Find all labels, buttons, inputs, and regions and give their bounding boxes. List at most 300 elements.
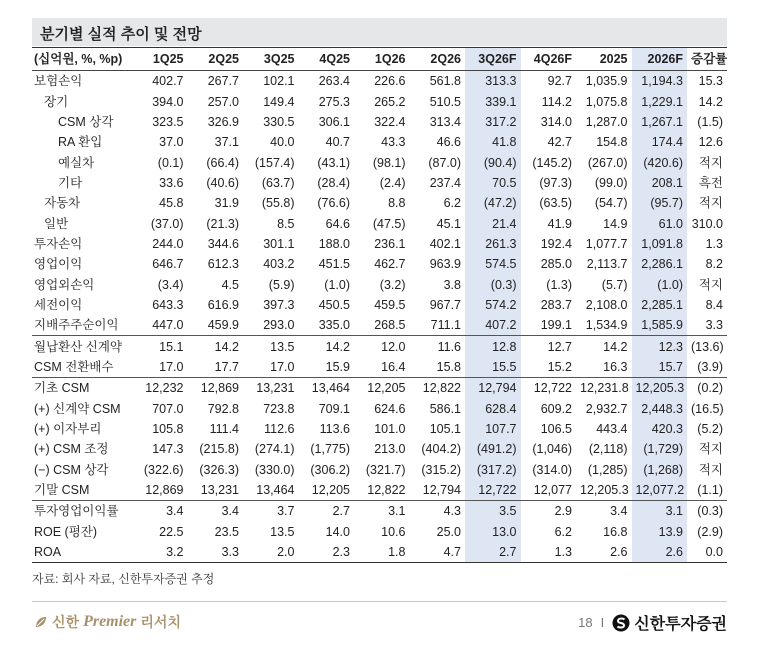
table-cell: 92.7 bbox=[547, 74, 572, 89]
table-cell: 106.5 bbox=[540, 422, 572, 437]
table-cell: 105.8 bbox=[152, 422, 184, 437]
table-row bbox=[32, 439, 727, 459]
table-row bbox=[32, 254, 727, 274]
table-cell: 293.0 bbox=[263, 318, 295, 333]
table-cell: 15.1 bbox=[132, 336, 188, 357]
table-cell: (0.1) bbox=[157, 155, 184, 170]
table-cell: (2.4) bbox=[379, 175, 406, 190]
table-cell: 12,077.2 bbox=[632, 480, 688, 501]
table-cell: 12.3 bbox=[632, 336, 688, 357]
table-cell: (1,285) bbox=[587, 462, 628, 477]
table-cell: 628.4 bbox=[465, 399, 521, 419]
table-cell: 46.6 bbox=[436, 135, 461, 150]
table-cell: 447.0 bbox=[152, 318, 184, 333]
title-bar bbox=[32, 18, 727, 46]
table-cell: 257.0 bbox=[207, 94, 239, 109]
column-header: 3Q25 bbox=[243, 48, 299, 71]
table-cell: 15.3 bbox=[698, 74, 723, 89]
table-cell: 208.1 bbox=[632, 173, 688, 193]
table-cell: 420.3 bbox=[632, 419, 688, 439]
table-cell: 2,286.1 bbox=[632, 254, 688, 274]
table-cell: (314.0) bbox=[532, 462, 572, 477]
table-cell: 1.3 bbox=[521, 542, 577, 563]
table-cell: 2,108.0 bbox=[585, 297, 628, 312]
table-cell: (3.4) bbox=[157, 277, 184, 292]
table-cell: 4.5 bbox=[221, 277, 239, 292]
row-label: 기타 bbox=[58, 175, 83, 190]
table-cell: 15.8 bbox=[436, 359, 461, 374]
table-cell: (16.5) bbox=[691, 401, 724, 416]
table-cell: 42.7 bbox=[547, 135, 572, 150]
footer-brand-research: 리서치 bbox=[140, 614, 181, 630]
table-cell: 8.2 bbox=[705, 257, 723, 272]
table-cell: 14.0 bbox=[325, 524, 350, 539]
table-cell: 12,232 bbox=[132, 378, 188, 399]
row-label: 세전이익 bbox=[34, 297, 83, 312]
footer-brand-right bbox=[612, 611, 727, 634]
table-cell: 12.8 bbox=[465, 336, 521, 357]
table-cell: (0.2) bbox=[687, 378, 727, 399]
table-cell: 107.7 bbox=[465, 419, 521, 439]
table-cell: (28.4) bbox=[317, 175, 350, 190]
row-label: (+) 신계약 CSM bbox=[34, 401, 121, 416]
table-cell: 적지 bbox=[698, 462, 723, 477]
table-cell: (330.0) bbox=[254, 462, 295, 477]
footer-divider bbox=[32, 601, 727, 602]
table-cell: 13,231 bbox=[243, 378, 299, 399]
row-label: 월납환산 신계약 bbox=[32, 336, 132, 357]
row-label: ROE (평잔) bbox=[34, 524, 98, 539]
table-cell: (43.1) bbox=[317, 155, 350, 170]
table-cell: 237.4 bbox=[429, 175, 461, 190]
table-cell: 17.0 bbox=[159, 359, 184, 374]
table-cell: 459.9 bbox=[207, 318, 239, 333]
table-cell: 612.3 bbox=[207, 257, 239, 272]
table-row bbox=[32, 274, 727, 294]
table-cell: (55.8) bbox=[261, 196, 295, 211]
table-cell: 40.7 bbox=[325, 135, 350, 150]
table-cell: 339.1 bbox=[465, 91, 521, 111]
table-cell: 13,464 bbox=[299, 378, 355, 399]
table-cell: 1,585.9 bbox=[632, 315, 688, 336]
table-cell: 64.6 bbox=[325, 216, 350, 231]
page-title: 분기별 실적 추이 및 전망 bbox=[40, 26, 202, 43]
table-cell: 3.5 bbox=[465, 501, 521, 522]
row-label: 기말 CSM bbox=[34, 483, 90, 498]
table-row bbox=[32, 378, 727, 399]
table-cell: (317.2) bbox=[465, 460, 521, 480]
table-cell: 11.6 bbox=[410, 336, 466, 357]
table-cell: (40.6) bbox=[206, 175, 239, 190]
table-cell: 12,205 bbox=[354, 378, 410, 399]
table-cell: 37.0 bbox=[159, 135, 184, 150]
table-row bbox=[32, 234, 727, 254]
table-cell: 2,448.3 bbox=[632, 399, 688, 419]
table-cell: 283.7 bbox=[540, 297, 572, 312]
table-cell: 13,464 bbox=[256, 483, 295, 498]
table-body bbox=[32, 71, 727, 563]
table-cell: 12.6 bbox=[698, 135, 723, 150]
table-cell: 14.2 bbox=[698, 94, 723, 109]
table-cell: 3.1 bbox=[354, 501, 410, 522]
table-cell: 310.0 bbox=[691, 216, 723, 231]
table-cell: 12,205.3 bbox=[632, 378, 688, 399]
table-cell: 17.7 bbox=[214, 359, 239, 374]
table-cell: 25.0 bbox=[436, 524, 461, 539]
table-cell: (404.2) bbox=[421, 442, 461, 457]
table-row bbox=[32, 336, 727, 357]
table-cell: 22.5 bbox=[159, 524, 184, 539]
table-cell: 2,932.7 bbox=[585, 401, 628, 416]
table-row bbox=[32, 152, 727, 172]
table-cell: 12,205.3 bbox=[580, 483, 629, 498]
table-cell: 10.6 bbox=[381, 524, 406, 539]
table-cell: 213.0 bbox=[374, 442, 406, 457]
table-cell: 226.6 bbox=[374, 74, 406, 89]
table-cell: 4.3 bbox=[410, 501, 466, 522]
row-label: ROA bbox=[32, 542, 132, 563]
footer-brand-shinhan: 신한 bbox=[52, 614, 80, 630]
table-cell: 963.9 bbox=[429, 257, 461, 272]
column-header: 2025 bbox=[576, 48, 632, 71]
table-cell: 244.0 bbox=[152, 236, 184, 251]
table-cell: 40.0 bbox=[270, 135, 295, 150]
table-cell: 12,869 bbox=[188, 378, 244, 399]
table-row bbox=[32, 501, 727, 522]
table-cell: 2.7 bbox=[299, 501, 355, 522]
table-cell: 45.8 bbox=[159, 196, 184, 211]
table-cell: 12,794 bbox=[422, 483, 461, 498]
table-cell: 2.9 bbox=[521, 501, 577, 522]
table-cell: 43.3 bbox=[381, 135, 406, 150]
table-cell: 199.1 bbox=[540, 318, 572, 333]
table-cell: (157.4) bbox=[254, 155, 295, 170]
table-row bbox=[32, 419, 727, 439]
table-cell: (54.7) bbox=[594, 196, 628, 211]
table-cell: 174.4 bbox=[632, 132, 688, 152]
table-cell: 2.6 bbox=[576, 542, 632, 563]
table-cell: (37.0) bbox=[150, 216, 184, 231]
footer-brand-left bbox=[34, 612, 181, 632]
table-row bbox=[32, 315, 727, 336]
table-cell: 646.7 bbox=[152, 257, 184, 272]
table-cell: 609.2 bbox=[540, 401, 572, 416]
row-label: (−) CSM 상각 bbox=[34, 462, 109, 477]
table-row bbox=[32, 91, 727, 111]
table-cell: 317.2 bbox=[465, 112, 521, 132]
table-cell: (5.2) bbox=[697, 422, 723, 437]
table-cell: 적지 bbox=[698, 442, 723, 457]
table-cell: 616.9 bbox=[207, 297, 239, 312]
table-cell: 2.6 bbox=[632, 542, 688, 563]
table-cell: (1,046) bbox=[532, 442, 572, 457]
row-label: 투자손익 bbox=[34, 236, 83, 251]
column-header: 3Q26F bbox=[465, 48, 521, 71]
table-cell: 3.3 bbox=[705, 318, 723, 333]
table-cell: 149.4 bbox=[263, 94, 295, 109]
table-cell: (13.6) bbox=[687, 336, 727, 357]
table-cell: 61.0 bbox=[632, 213, 688, 233]
table-cell: 12,231.8 bbox=[576, 378, 632, 399]
table-cell: 313.4 bbox=[429, 114, 461, 129]
table-cell: 6.2 bbox=[443, 196, 461, 211]
table-cell: 1,194.3 bbox=[632, 71, 688, 92]
table-cell: 407.2 bbox=[465, 315, 521, 336]
page-number: 18 bbox=[578, 615, 593, 630]
table-cell: 12,077 bbox=[533, 483, 572, 498]
table-cell: 402.1 bbox=[429, 236, 461, 251]
table-cell: 15.5 bbox=[465, 357, 521, 378]
table-cell: 14.9 bbox=[603, 216, 628, 231]
table-cell: 23.5 bbox=[214, 524, 239, 539]
table-cell: (47.2) bbox=[465, 193, 521, 213]
table-row bbox=[32, 480, 727, 501]
table-cell: (1.3) bbox=[546, 277, 572, 292]
table-cell: (1.5) bbox=[697, 114, 723, 129]
table-cell: 14.2 bbox=[576, 336, 632, 357]
table-cell: (1.1) bbox=[697, 483, 723, 498]
table-cell: 3.4 bbox=[188, 501, 244, 522]
table-cell: 462.7 bbox=[374, 257, 406, 272]
shinhan-logo-icon bbox=[612, 614, 630, 632]
table-cell: 12,722 bbox=[521, 378, 577, 399]
table-cell: 268.5 bbox=[374, 318, 406, 333]
table-row bbox=[32, 399, 727, 419]
table-cell: 12,794 bbox=[465, 378, 521, 399]
table-row bbox=[32, 357, 727, 378]
table-cell: 707.0 bbox=[152, 401, 184, 416]
table-cell: 403.2 bbox=[263, 257, 295, 272]
table-cell: 1,267.1 bbox=[632, 112, 688, 132]
table-cell: (1.0) bbox=[324, 277, 350, 292]
row-label: (+) 이자부리 bbox=[34, 422, 102, 437]
column-header: 2026F bbox=[632, 48, 688, 71]
table-cell: (315.2) bbox=[421, 462, 461, 477]
table-cell: 2.7 bbox=[465, 542, 521, 563]
table-cell: 723.8 bbox=[263, 401, 295, 416]
footer-brand-name: 신한투자증권 bbox=[634, 616, 727, 633]
table-cell: 1,091.8 bbox=[632, 234, 688, 254]
table-cell: 2,285.1 bbox=[632, 295, 688, 315]
table-row bbox=[32, 542, 727, 563]
column-header: 2Q25 bbox=[188, 48, 244, 71]
table-cell: 967.7 bbox=[429, 297, 461, 312]
table-cell: 12,205 bbox=[311, 483, 350, 498]
table-cell: (63.7) bbox=[261, 175, 295, 190]
table-cell: (274.1) bbox=[254, 442, 295, 457]
table-cell: 188.0 bbox=[318, 236, 350, 251]
row-label: 투자영업이익률 bbox=[32, 501, 132, 522]
table-cell: 12,722 bbox=[465, 480, 521, 501]
table-cell: 792.8 bbox=[207, 401, 239, 416]
table-cell: 6.2 bbox=[554, 524, 572, 539]
table-cell: 335.0 bbox=[318, 318, 350, 333]
table-cell: (63.5) bbox=[539, 196, 572, 211]
row-label: 예실차 bbox=[58, 155, 95, 170]
footer-separator: I bbox=[600, 615, 605, 630]
table-cell: 263.4 bbox=[318, 74, 350, 89]
table-cell: 3.4 bbox=[576, 501, 632, 522]
table-cell: 1,534.9 bbox=[585, 318, 628, 333]
table-cell: 1.8 bbox=[354, 542, 410, 563]
table-cell: 3.3 bbox=[188, 542, 244, 563]
row-label: 기초 CSM bbox=[32, 378, 132, 399]
table-cell: 574.5 bbox=[465, 254, 521, 274]
table-cell: 443.4 bbox=[596, 422, 628, 437]
table-cell: 275.3 bbox=[318, 94, 350, 109]
table-cell: (47.5) bbox=[372, 216, 406, 231]
table-cell: (3.9) bbox=[697, 359, 723, 374]
table-cell: 45.1 bbox=[436, 216, 461, 231]
table-cell: 15.7 bbox=[632, 357, 688, 378]
table-cell: 3.4 bbox=[132, 501, 188, 522]
table-cell: 1,287.0 bbox=[585, 114, 628, 129]
table-cell: 105.1 bbox=[429, 422, 461, 437]
table-cell: 459.5 bbox=[374, 297, 406, 312]
table-cell: 37.1 bbox=[214, 135, 239, 150]
table-cell: 3.7 bbox=[243, 501, 299, 522]
table-cell: (420.6) bbox=[632, 152, 688, 172]
table-cell: (322.6) bbox=[143, 462, 184, 477]
row-label: (+) CSM 조정 bbox=[34, 442, 109, 457]
row-label: 영업이익 bbox=[34, 257, 83, 272]
table-row bbox=[32, 193, 727, 213]
table-cell: (267.0) bbox=[587, 155, 628, 170]
column-header: 2Q26 bbox=[410, 48, 466, 71]
row-label: 장기 bbox=[44, 94, 69, 109]
column-header: 4Q26F bbox=[521, 48, 577, 71]
table-cell: 1,077.7 bbox=[585, 236, 628, 251]
footer-brand-premier: Premier bbox=[83, 613, 137, 630]
header-unit-label: (십억원, %, %p) bbox=[32, 48, 132, 71]
table-cell: 114.2 bbox=[541, 94, 572, 109]
table-cell: (3.2) bbox=[379, 277, 406, 292]
table-cell: 21.4 bbox=[465, 213, 521, 233]
table-cell: 101.0 bbox=[374, 422, 406, 437]
table-cell: 31.9 bbox=[214, 196, 239, 211]
table-cell: (66.4) bbox=[206, 155, 239, 170]
table-cell: 14.2 bbox=[299, 336, 355, 357]
table-cell: 17.0 bbox=[270, 359, 295, 374]
table-cell: (2.9) bbox=[697, 524, 723, 539]
table-cell: 709.1 bbox=[318, 401, 350, 416]
table-cell: 흑전 bbox=[698, 175, 723, 190]
table-cell: 3.1 bbox=[632, 501, 688, 522]
table-cell: 14.2 bbox=[188, 336, 244, 357]
table-cell: 397.3 bbox=[263, 297, 295, 312]
table-cell: 313.3 bbox=[465, 71, 521, 92]
row-label: 자동차 bbox=[44, 196, 81, 211]
column-header: 1Q25 bbox=[132, 48, 188, 71]
row-label: CSM 전환배수 bbox=[34, 359, 114, 374]
table-cell: 113.6 bbox=[319, 422, 350, 437]
table-cell: 112.6 bbox=[264, 422, 295, 437]
table-cell: 41.8 bbox=[465, 132, 521, 152]
table-cell: 147.3 bbox=[152, 442, 184, 457]
table-cell: 510.5 bbox=[429, 94, 461, 109]
table-cell: 13.0 bbox=[465, 522, 521, 542]
table-cell: (0.3) bbox=[687, 501, 727, 522]
table-cell: 451.5 bbox=[318, 257, 350, 272]
table-cell: 402.7 bbox=[152, 74, 184, 89]
table-cell: 102.1 bbox=[263, 74, 295, 89]
table-cell: 111.4 bbox=[209, 422, 239, 437]
table-cell: (321.7) bbox=[365, 462, 406, 477]
table-cell: 330.5 bbox=[263, 114, 295, 129]
table-cell: 70.5 bbox=[465, 173, 521, 193]
table-cell: (97.3) bbox=[539, 175, 572, 190]
table-cell: 285.0 bbox=[540, 257, 572, 272]
footer-right bbox=[578, 611, 727, 634]
table-cell: 322.4 bbox=[374, 114, 406, 129]
table-cell: 0.0 bbox=[687, 542, 727, 563]
table-cell: (1.0) bbox=[632, 274, 688, 294]
table-cell: 16.8 bbox=[603, 524, 628, 539]
table-cell: (0.3) bbox=[465, 274, 521, 294]
table-cell: 323.5 bbox=[152, 114, 184, 129]
table-cell: 394.0 bbox=[152, 94, 184, 109]
table-cell: (215.8) bbox=[199, 442, 239, 457]
table-cell: 16.4 bbox=[381, 359, 406, 374]
table-cell: 13.5 bbox=[270, 524, 295, 539]
table-cell: 12,822 bbox=[410, 378, 466, 399]
table-header-row bbox=[32, 48, 727, 71]
table-cell: (306.2) bbox=[310, 462, 350, 477]
table-cell: (98.1) bbox=[372, 155, 406, 170]
earnings-table bbox=[32, 47, 727, 563]
table-cell: (21.3) bbox=[206, 216, 239, 231]
table-cell: (491.2) bbox=[465, 439, 521, 459]
table-cell: 15.2 bbox=[547, 359, 572, 374]
table-cell: 8.5 bbox=[277, 216, 295, 231]
table-cell: 643.3 bbox=[152, 297, 184, 312]
row-label: RA 환입 bbox=[58, 135, 103, 150]
source-note: 자료: 회사 자료, 신한투자증권 추정 bbox=[32, 572, 215, 586]
table-cell: 33.6 bbox=[159, 175, 184, 190]
table-cell: 41.9 bbox=[547, 216, 572, 231]
table-cell: 3.8 bbox=[443, 277, 461, 292]
table-cell: 711.1 bbox=[430, 318, 461, 333]
column-header: 1Q26 bbox=[354, 48, 410, 71]
table-row bbox=[32, 522, 727, 542]
table-cell: (1,729) bbox=[632, 439, 688, 459]
table-cell: (145.2) bbox=[532, 155, 572, 170]
table-cell: 4.7 bbox=[410, 542, 466, 563]
table-cell: 450.5 bbox=[318, 297, 350, 312]
table-cell: 13,231 bbox=[200, 483, 239, 498]
table-cell: 12,822 bbox=[367, 483, 406, 498]
table-cell: 326.9 bbox=[207, 114, 239, 129]
table-cell: 13.5 bbox=[243, 336, 299, 357]
table-row bbox=[32, 112, 727, 132]
table-cell: 12,869 bbox=[145, 483, 184, 498]
table-cell: (76.6) bbox=[317, 196, 350, 211]
table-cell: 261.3 bbox=[465, 234, 521, 254]
table-cell: (99.0) bbox=[594, 175, 628, 190]
table-cell: 적지 bbox=[698, 155, 723, 170]
table-cell: 624.6 bbox=[374, 401, 406, 416]
table-cell: (2,118) bbox=[588, 442, 628, 457]
table-cell: 314.0 bbox=[540, 114, 572, 129]
row-label: CSM 상각 bbox=[58, 114, 114, 129]
table-cell: 12.0 bbox=[354, 336, 410, 357]
table-cell: 3.2 bbox=[132, 542, 188, 563]
table-cell: 15.9 bbox=[325, 359, 350, 374]
table-cell: 13.9 bbox=[632, 522, 688, 542]
table-row bbox=[32, 213, 727, 233]
row-label: 지배주주순이익 bbox=[34, 318, 119, 333]
table-row bbox=[32, 132, 727, 152]
